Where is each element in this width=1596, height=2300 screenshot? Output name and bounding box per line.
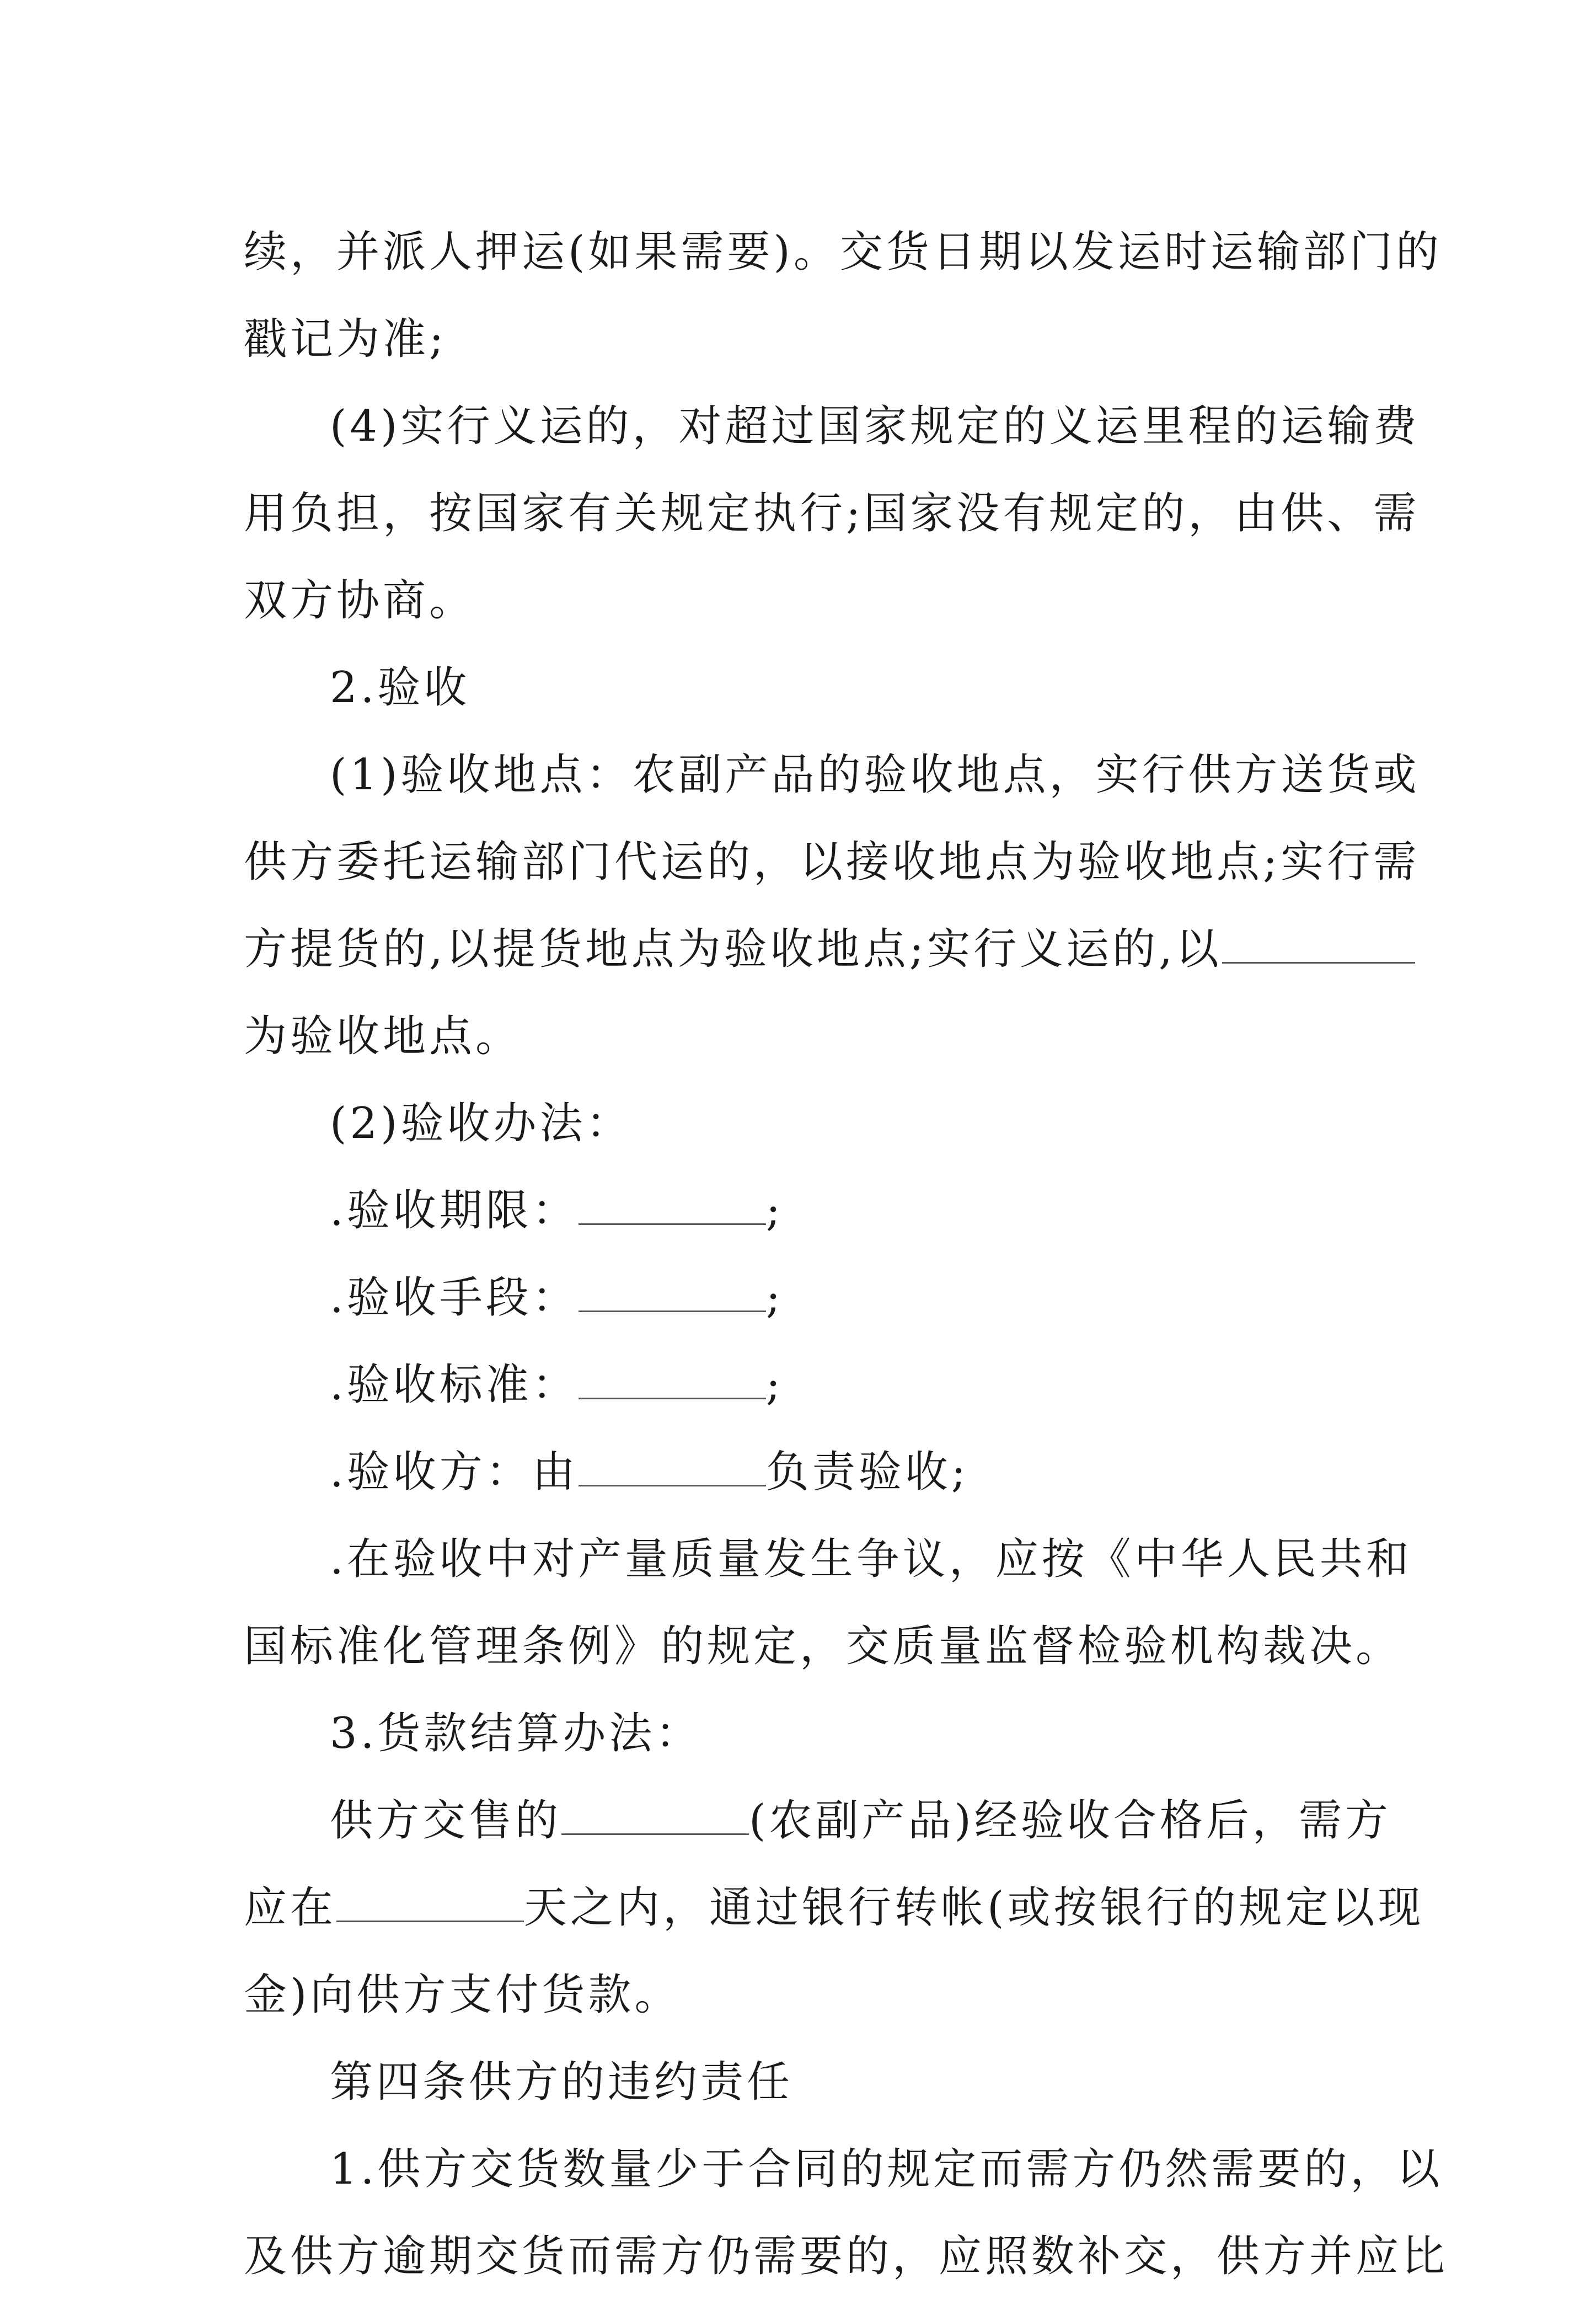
- paragraph-line: [244, 1864, 1424, 1951]
- article-heading: 第四条供方的违约责任: [330, 2057, 794, 2107]
- item-label: .验收手段：: [330, 1273, 579, 1323]
- paragraph-line: 续，并派人押运(如果需要)。交货日期以发运时运输部门的: [244, 227, 1442, 277]
- paragraph-line: 1.供方交货数量少于合同的规定而需方仍然需要的，以: [330, 2144, 1443, 2194]
- list-item: [244, 1167, 1356, 1254]
- subsection-heading: (2)验收办法：: [330, 1099, 633, 1148]
- paragraph-line: [244, 906, 1356, 993]
- fill-in-blank[interactable]: [1222, 923, 1415, 964]
- document-page: [244, 208, 1449, 2300]
- text-span: 天之内，通过银行转帐(或按银行的规定以现: [524, 1883, 1424, 1933]
- paragraph-line: 供方委托运输部门代运的，以接收地点为验收地点;实行需: [244, 837, 1420, 887]
- paragraph-line: 国标准化管理条例》的规定，交质量监督检验机构裁决。: [244, 1622, 1402, 1671]
- paragraph-line: (1)验收地点：农副产品的验收地点，实行供方送货或: [330, 750, 1420, 800]
- paragraph-line: 戳记为准;: [244, 314, 447, 364]
- fill-in-blank[interactable]: [579, 1272, 766, 1312]
- list-item: [244, 1429, 1356, 1516]
- paragraph-line: 及供方逾期交货而需方仍需要的，应照数补交，供方并应比: [244, 2232, 1449, 2281]
- paragraph-line: .在验收中对产量质量发生争议，应按《中华人民共和: [330, 1534, 1412, 1584]
- text-span: (农副产品)经验收合格后，需方: [749, 1796, 1391, 1846]
- item-end: ;: [765, 1360, 784, 1410]
- fill-in-blank[interactable]: [579, 1185, 766, 1225]
- fill-in-blank[interactable]: [579, 1359, 766, 1399]
- paragraph-line: (4)实行义运的，对超过国家规定的义运里程的运输费: [330, 402, 1420, 451]
- item-end: ;: [765, 1273, 784, 1323]
- item-label: .验收方：由: [330, 1447, 579, 1497]
- item-end: 负责验收;: [765, 1447, 970, 1497]
- item-label: .验收标准：: [330, 1360, 579, 1410]
- paragraph-line: 金)向供方支付货款。: [244, 1970, 681, 2020]
- text-span: 供方交售的: [330, 1796, 562, 1846]
- fill-in-blank[interactable]: [561, 1795, 749, 1835]
- item-label: .验收期限：: [330, 1186, 579, 1235]
- paragraph-line: 用负担，按国家有关规定执行;国家没有规定的，由供、需: [244, 489, 1420, 538]
- paragraph-line: 为验收地点。: [244, 1012, 522, 1061]
- section-heading: 2.验收: [330, 663, 470, 713]
- list-item: [244, 1254, 1356, 1341]
- list-item: [244, 1341, 1356, 1429]
- item-end: ;: [765, 1186, 784, 1235]
- paragraph-line: 双方协商。: [244, 576, 476, 625]
- text-span: 应在: [244, 1883, 337, 1933]
- text-span: 方提货的,以提货地点为验收地点;实行义运的,以: [244, 924, 1222, 974]
- section-heading: 3.货款结算办法：: [330, 1709, 702, 1758]
- fill-in-blank[interactable]: [579, 1446, 766, 1486]
- fill-in-blank[interactable]: [336, 1882, 524, 1922]
- paragraph-line: [244, 1777, 1391, 1864]
